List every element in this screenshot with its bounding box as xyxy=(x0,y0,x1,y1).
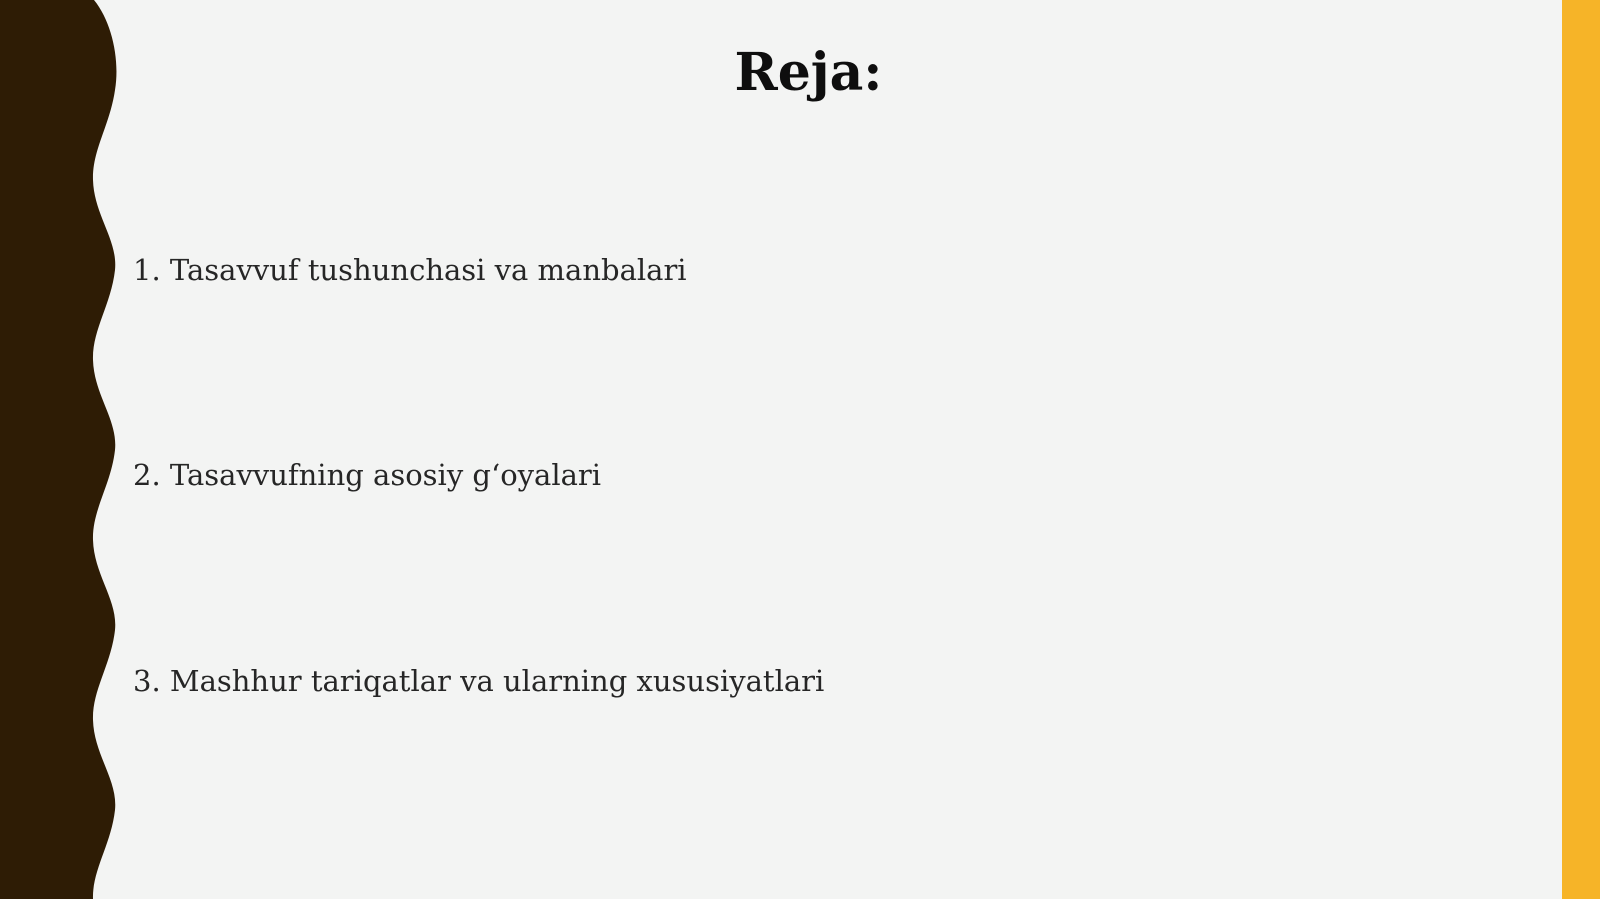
left-wave-shape xyxy=(0,0,116,899)
plan-item-2: 2. Tasavvufning asosiy g‘oyalari xyxy=(133,458,602,492)
plan-item-1: 1. Tasavvuf tushunchasi va manbalari xyxy=(133,253,687,287)
left-wave-decoration xyxy=(0,0,120,899)
right-accent-bar xyxy=(1562,0,1600,899)
plan-item-3: 3. Mashhur tariqatlar va ularning xususiyatlari xyxy=(133,664,825,698)
plan-list xyxy=(133,0,1433,899)
slide-title: Reja: xyxy=(734,42,883,103)
